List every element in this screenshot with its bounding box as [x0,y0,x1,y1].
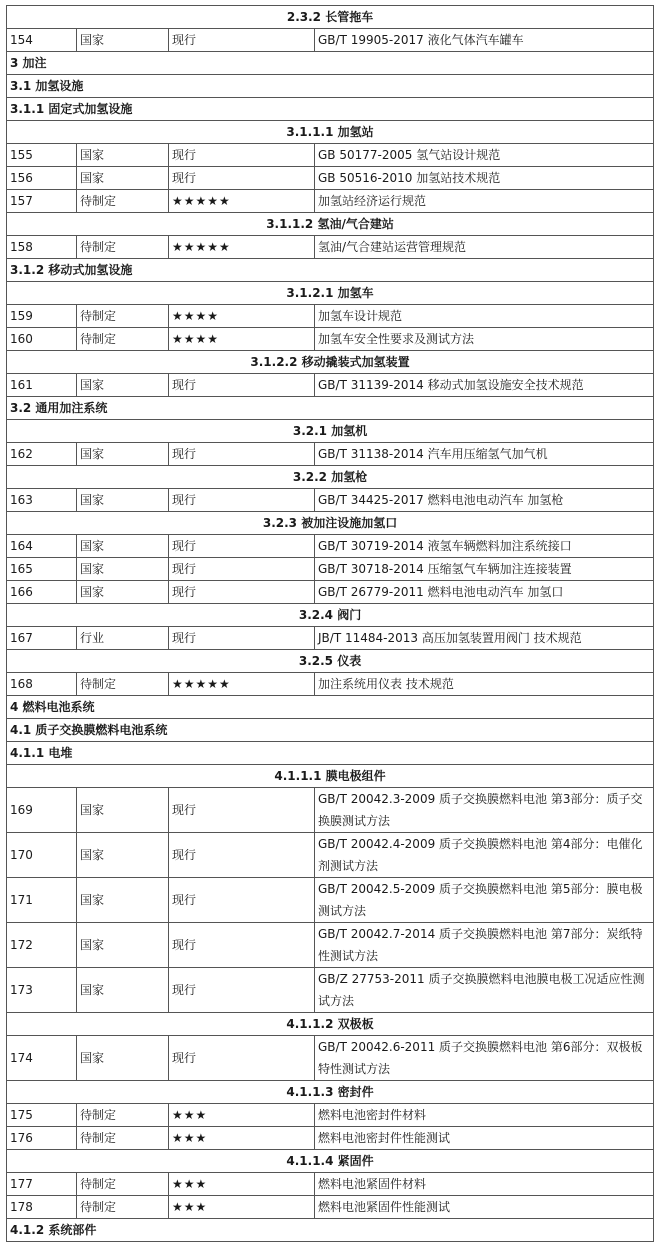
standard-type: 待制定 [77,236,169,259]
chapter-heading: 3.1.2 移动式加氢设施 [7,259,654,282]
section-heading: 3.2.4 阀门 [7,604,654,627]
standard-number: 174 [7,1036,77,1081]
standard-status: 现行 [169,627,315,650]
standard-row [7,968,654,1013]
standard-number: 170 [7,833,77,878]
priority-stars: ★★★★ [169,305,315,328]
standard-status: 现行 [169,968,315,1013]
standard-number: 155 [7,144,77,167]
standards-table [6,5,654,1242]
standard-type: 国家 [77,1036,169,1081]
priority-stars: ★★★★★ [169,236,315,259]
section-heading: 3.2.1 加氢机 [7,420,654,443]
standard-title: GB/T 31138-2014 汽车用压缩氢气加气机 [315,443,654,466]
section-heading-row [7,1081,654,1104]
section-heading: 2.3.2 长管拖车 [7,6,654,29]
standard-type: 待制定 [77,305,169,328]
chapter-heading-row [7,1219,654,1242]
priority-stars: ★★★ [169,1173,315,1196]
standard-number: 165 [7,558,77,581]
chapter-heading-row [7,696,654,719]
chapter-heading: 3.1 加氢设施 [7,75,654,98]
section-heading-row [7,512,654,535]
standard-type: 国家 [77,489,169,512]
chapter-heading-row [7,397,654,420]
section-heading-row [7,6,654,29]
standard-title: GB/T 30718-2014 压缩氢气车辆加注连接装置 [315,558,654,581]
standard-number: 166 [7,581,77,604]
chapter-heading: 3.1.1 固定式加氢设施 [7,98,654,121]
chapter-heading: 4.1.1 电堆 [7,742,654,765]
standard-row [7,1173,654,1196]
standard-row [7,236,654,259]
chapter-heading: 4.1 质子交换膜燃料电池系统 [7,719,654,742]
standard-number: 169 [7,788,77,833]
standard-title: 燃料电池密封件材料 [315,1104,654,1127]
standard-row [7,1196,654,1219]
standard-type: 待制定 [77,1104,169,1127]
section-heading: 3.1.2.2 移动撬装式加氢装置 [7,351,654,374]
standard-type: 国家 [77,144,169,167]
section-heading: 4.1.1.3 密封件 [7,1081,654,1104]
standard-type: 国家 [77,29,169,52]
standard-number: 168 [7,673,77,696]
section-heading: 4.1.1.4 紧固件 [7,1150,654,1173]
chapter-heading-row [7,75,654,98]
standard-number: 161 [7,374,77,397]
standard-number: 171 [7,878,77,923]
standard-type: 国家 [77,443,169,466]
section-heading-row [7,121,654,144]
standard-title: GB/T 20042.6-2011 质子交换膜燃料电池 第6部分：双极板特性测试方法 [315,1036,654,1081]
section-heading: 3.2.2 加氢枪 [7,466,654,489]
standard-title: GB/Z 27753-2011 质子交换膜燃料电池膜电极工况适应性测试方法 [315,968,654,1013]
standard-type: 待制定 [77,328,169,351]
standard-type: 待制定 [77,1127,169,1150]
standard-status: 现行 [169,374,315,397]
standard-status: 现行 [169,167,315,190]
standard-type: 国家 [77,878,169,923]
section-heading-row [7,604,654,627]
section-heading: 4.1.1.1 膜电极组件 [7,765,654,788]
standard-number: 162 [7,443,77,466]
chapter-heading-row [7,719,654,742]
standard-status: 现行 [169,535,315,558]
section-heading-row [7,650,654,673]
standard-type: 待制定 [77,1196,169,1219]
standard-type: 国家 [77,833,169,878]
standard-row [7,1036,654,1081]
standard-row [7,581,654,604]
chapter-heading: 3 加注 [7,52,654,75]
standard-status: 现行 [169,923,315,968]
section-heading: 3.1.2.1 加氢车 [7,282,654,305]
standard-number: 158 [7,236,77,259]
standard-title: 燃料电池紧固件材料 [315,1173,654,1196]
standard-row [7,788,654,833]
section-heading-row [7,282,654,305]
standard-number: 172 [7,923,77,968]
standard-number: 159 [7,305,77,328]
standard-row [7,144,654,167]
standard-number: 156 [7,167,77,190]
standards-table-body [7,6,654,1242]
standard-number: 175 [7,1104,77,1127]
standard-title: 加氢站经济运行规范 [315,190,654,213]
standard-row [7,535,654,558]
standard-status: 现行 [169,489,315,512]
chapter-heading: 4.1.2 系统部件 [7,1219,654,1242]
standard-type: 待制定 [77,673,169,696]
section-heading-row [7,213,654,236]
standard-status: 现行 [169,878,315,923]
standard-title: GB/T 34425-2017 燃料电池电动汽车 加氢枪 [315,489,654,512]
standard-number: 178 [7,1196,77,1219]
standard-title: GB/T 20042.3-2009 质子交换膜燃料电池 第3部分：质子交换膜测试方法 [315,788,654,833]
standard-status: 现行 [169,144,315,167]
standard-row [7,673,654,696]
standard-title: JB/T 11484-2013 高压加氢装置用阀门 技术规范 [315,627,654,650]
standard-title: 加氢车设计规范 [315,305,654,328]
standard-row [7,328,654,351]
standard-row [7,1127,654,1150]
standard-status: 现行 [169,29,315,52]
standard-type: 待制定 [77,190,169,213]
standard-number: 173 [7,968,77,1013]
standard-type: 国家 [77,923,169,968]
priority-stars: ★★★ [169,1127,315,1150]
standard-row [7,833,654,878]
standard-status: 现行 [169,581,315,604]
section-heading: 3.2.3 被加注设施加氢口 [7,512,654,535]
standard-type: 待制定 [77,1173,169,1196]
standard-status: 现行 [169,788,315,833]
section-heading-row [7,420,654,443]
priority-stars: ★★★★★ [169,190,315,213]
standard-title: GB/T 20042.5-2009 质子交换膜燃料电池 第5部分：膜电极测试方法 [315,878,654,923]
standard-row [7,190,654,213]
chapter-heading-row [7,98,654,121]
standard-title: GB/T 31139-2014 移动式加氢设施安全技术规范 [315,374,654,397]
standard-title: 加注系统用仪表 技术规范 [315,673,654,696]
standard-status: 现行 [169,1036,315,1081]
standard-number: 154 [7,29,77,52]
standard-type: 国家 [77,788,169,833]
section-heading: 3.1.1.2 氢油/气合建站 [7,213,654,236]
standard-row [7,489,654,512]
chapter-heading: 3.2 通用加注系统 [7,397,654,420]
standard-number: 160 [7,328,77,351]
standard-row [7,1104,654,1127]
section-heading-row [7,765,654,788]
standard-title: 加氢车安全性要求及测试方法 [315,328,654,351]
standard-title: GB/T 20042.7-2014 质子交换膜燃料电池 第7部分：炭纸特性测试方法 [315,923,654,968]
standard-title: GB/T 20042.4-2009 质子交换膜燃料电池 第4部分：电催化剂测试方法 [315,833,654,878]
standard-status: 现行 [169,833,315,878]
standard-number: 157 [7,190,77,213]
standard-number: 164 [7,535,77,558]
standard-type: 国家 [77,968,169,1013]
standard-title: GB 50177-2005 氢气站设计规范 [315,144,654,167]
section-heading: 4.1.1.2 双极板 [7,1013,654,1036]
chapter-heading-row [7,52,654,75]
section-heading-row [7,351,654,374]
priority-stars: ★★★ [169,1104,315,1127]
standard-type: 行业 [77,627,169,650]
standard-title: GB/T 30719-2014 液氢车辆燃料加注系统接口 [315,535,654,558]
standard-number: 163 [7,489,77,512]
standards-table-page [6,5,653,1242]
standard-row [7,627,654,650]
standard-number: 176 [7,1127,77,1150]
standard-row [7,878,654,923]
standard-row [7,305,654,328]
section-heading-row [7,1150,654,1173]
standard-status: 现行 [169,558,315,581]
chapter-heading-row [7,742,654,765]
section-heading-row [7,466,654,489]
standard-title: GB/T 19905-2017 液化气体汽车罐车 [315,29,654,52]
standard-title: GB/T 26779-2011 燃料电池电动汽车 加氢口 [315,581,654,604]
standard-type: 国家 [77,581,169,604]
standard-type: 国家 [77,167,169,190]
standard-number: 167 [7,627,77,650]
standard-type: 国家 [77,558,169,581]
standard-row [7,167,654,190]
standard-row [7,443,654,466]
standard-row [7,558,654,581]
priority-stars: ★★★★★ [169,673,315,696]
standard-number: 177 [7,1173,77,1196]
standard-title: 燃料电池紧固件性能测试 [315,1196,654,1219]
priority-stars: ★★★★ [169,328,315,351]
chapter-heading: 4 燃料电池系统 [7,696,654,719]
standard-title: 氢油/气合建站运营管理规范 [315,236,654,259]
section-heading-row [7,1013,654,1036]
section-heading: 3.2.5 仪表 [7,650,654,673]
standard-row [7,29,654,52]
standard-row [7,923,654,968]
section-heading: 3.1.1.1 加氢站 [7,121,654,144]
standard-status: 现行 [169,443,315,466]
priority-stars: ★★★ [169,1196,315,1219]
chapter-heading-row [7,259,654,282]
standard-type: 国家 [77,374,169,397]
standard-title: 燃料电池密封件性能测试 [315,1127,654,1150]
standard-title: GB 50516-2010 加氢站技术规范 [315,167,654,190]
standard-type: 国家 [77,535,169,558]
standard-row [7,374,654,397]
